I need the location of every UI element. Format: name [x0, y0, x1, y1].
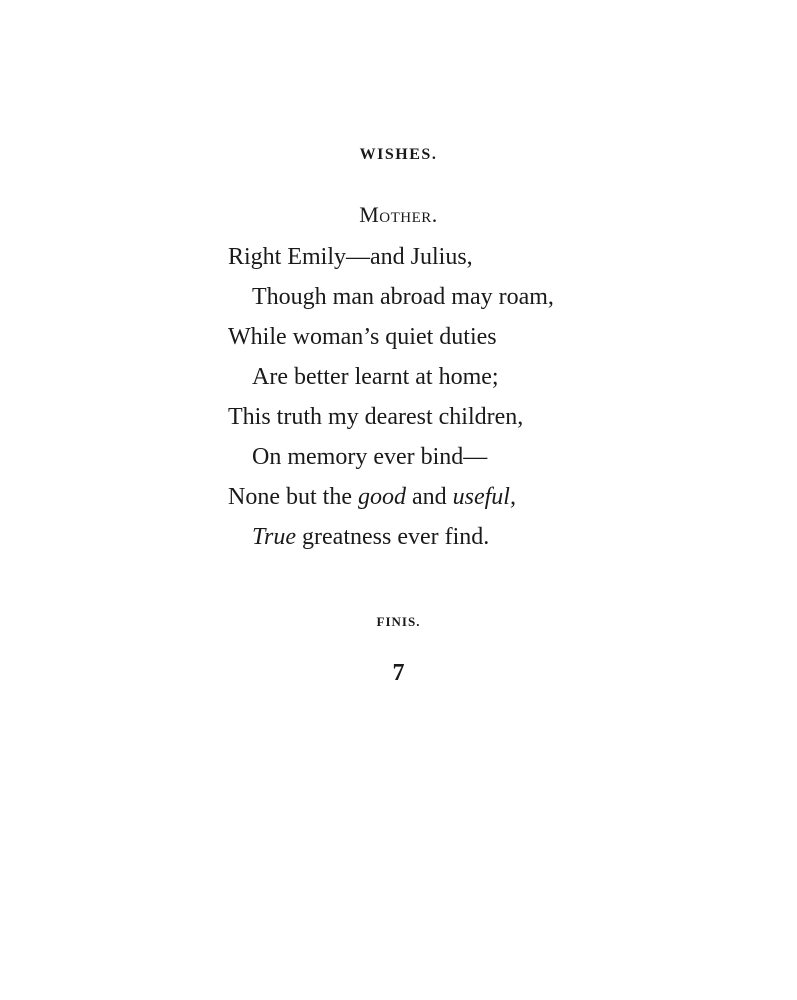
emphasis-true: True	[252, 524, 297, 550]
running-head: WISHES.	[359, 146, 438, 163]
poem-line: Are better learnt at home;	[252, 364, 499, 390]
speaker-name: Mother.	[359, 202, 438, 227]
signature-mark: 7	[392, 660, 405, 686]
poem-line: While woman’s quiet duties	[228, 324, 497, 350]
poem-line: True greatness ever find.	[252, 524, 490, 550]
colophon-finis: FINIS.	[376, 614, 421, 629]
poem-line: Right Emily—and Julius,	[228, 244, 473, 270]
poem-line: On memory ever bind—	[252, 444, 488, 470]
speaker-heading	[0, 202, 797, 228]
emphasis-useful: useful,	[452, 484, 516, 510]
poem-line: This truth my dearest children,	[228, 404, 524, 430]
poem-line: Though man abroad may roam,	[252, 284, 554, 310]
poem-line: None but the good and useful,	[228, 484, 516, 510]
emphasis-good: good	[357, 484, 406, 510]
